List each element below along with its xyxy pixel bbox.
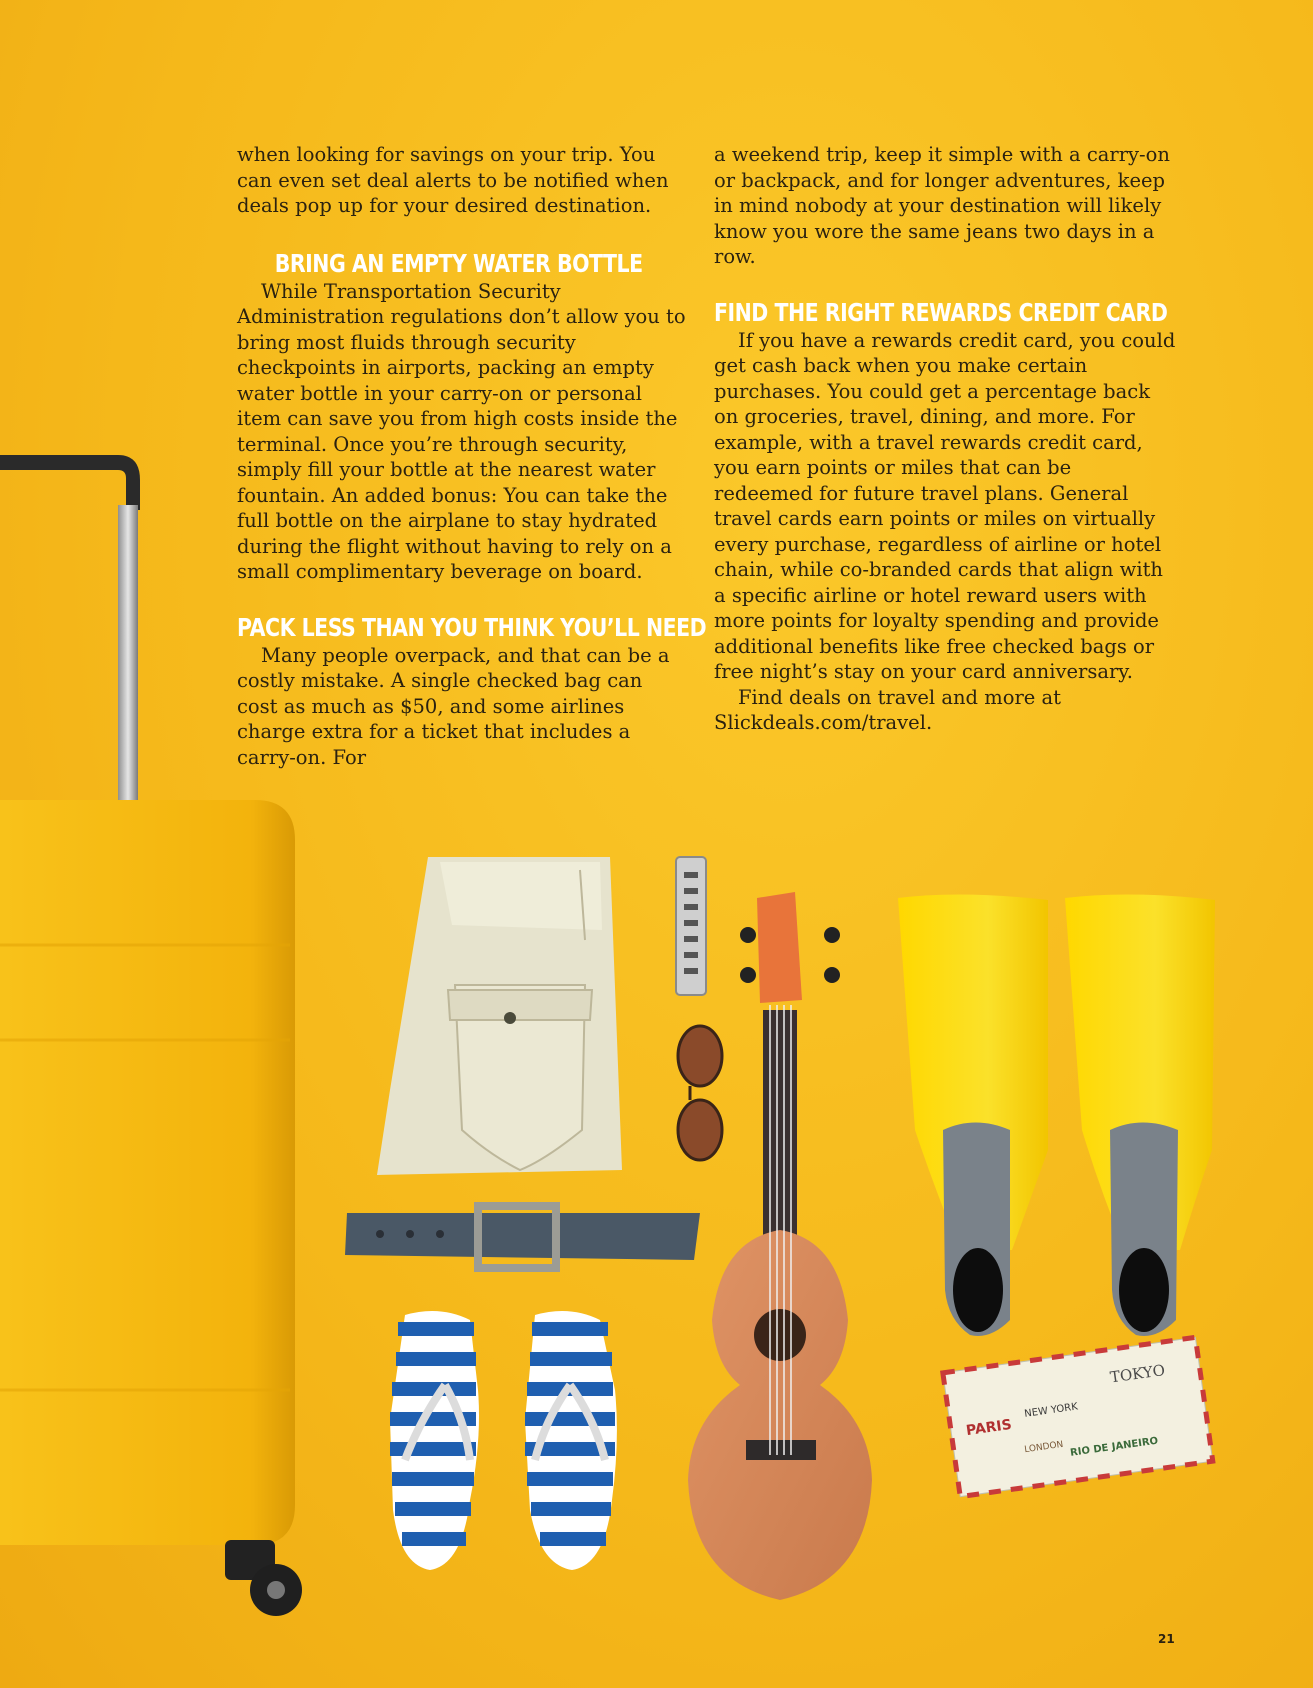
heading-pack-less: PACK LESS THAN YOU THINK YOU’LL NEED bbox=[237, 612, 707, 642]
stamp-london: LONDON bbox=[1023, 1439, 1065, 1456]
stamp-tokyo: TOKYO bbox=[1108, 1360, 1167, 1387]
continuation-paragraph: a weekend trip, keep it simple with a carry-on or backpack, and for longer adventures, keep in mind nobody at your destination will likely know you wore the same jeans two days in a row. bbox=[714, 143, 1170, 268]
folded-pants bbox=[377, 857, 622, 1175]
left-column bbox=[237, 142, 707, 770]
stamp-rio: RIO DE JANEIRO bbox=[1069, 1435, 1159, 1459]
heading-water-bottle: BRING AN EMPTY WATER BOTTLE bbox=[274, 248, 643, 278]
flip-flops bbox=[390, 1311, 617, 1570]
stamp-newyork: NEW YORK bbox=[1023, 1401, 1079, 1420]
suitcase-body bbox=[0, 800, 295, 1545]
right-column bbox=[714, 142, 1176, 736]
page-number: 21 bbox=[1158, 1632, 1175, 1646]
heading-rewards-card: FIND THE RIGHT REWARDS CREDIT CARD bbox=[714, 297, 1168, 327]
swim-fins bbox=[898, 894, 1215, 1336]
rewards-card-paragraph: If you have a rewards credit card, you could get cash back when you make certain purchases. You could get a percentage back on groceries, travel, dining, and more. For example, with a travel rewards credit card, you earn points or miles that can be redeemed for future travel plans. General travel cards earn points or miles on virtually every purchase, regardless of airline or hotel chain, while co-branded cards that align with a specific airline or hotel reward users with more points for loyalty spending and provide additional benefits like free checked bags or free night’s stay on your card anniversary. bbox=[714, 328, 1176, 683]
intro-paragraph: when looking for savings on your trip. You can even set deal alerts to be notified when deals pop up for your desired destination. bbox=[237, 143, 669, 217]
belt bbox=[345, 1206, 700, 1268]
suitcase-pole bbox=[118, 505, 138, 805]
closing-paragraph: Find deals on travel and more at Slickdeals.com/travel. bbox=[714, 685, 1061, 734]
water-bottle-paragraph: While Transportation Security Administration regulations don’t allow you to bring most fluids through security checkpoints in airports, packing an empty water bottle in your carry-on or personal item can save you from high costs inside the terminal. Once you’re through security, simply fill your bottle at the nearest water fountain. An added bonus: You can take the full bottle on the airplane to stay hydrated during the flight without having to rely on a small complimentary beverage on board. bbox=[237, 279, 686, 583]
suitcase-handle bbox=[0, 455, 140, 510]
stamp-paris: PARIS bbox=[965, 1416, 1013, 1440]
ukulele bbox=[688, 892, 872, 1600]
harmonica bbox=[676, 857, 706, 995]
envelope-with-stamps bbox=[943, 1337, 1213, 1496]
pack-less-paragraph: Many people overpack, and that can be a costly mistake. A single checked bag can cost as much as $50, and some airlines charge extra for a ticket that includes a carry-on. For bbox=[237, 643, 670, 769]
sunglasses bbox=[678, 1026, 722, 1160]
